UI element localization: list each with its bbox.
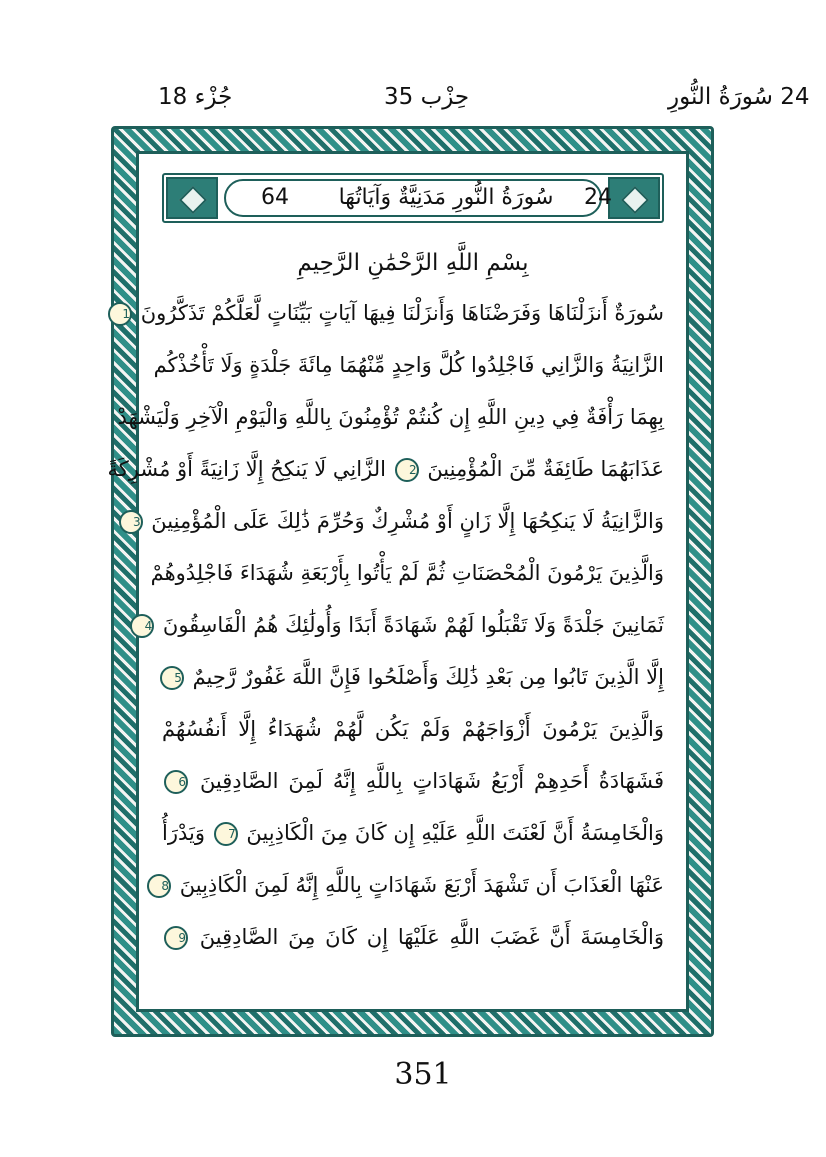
header-juz-label: جُزْء 18 xyxy=(158,84,233,110)
verse-line xyxy=(162,654,664,700)
verse-line xyxy=(162,810,664,856)
verse-line xyxy=(122,290,664,336)
verse-text: وَالْخَامِسَةُ أَنَّ لَعْنَتَ اللَّهِ عَلَيْهِ إِن كَانَ مِنَ الْكَاذِبِينَ xyxy=(246,821,664,845)
verse-line xyxy=(107,446,664,492)
verse-line xyxy=(162,758,664,804)
ayah-end-marker-icon: 6 xyxy=(164,770,188,794)
verse-text: وَالَّذِينَ يَرْمُونَ أَزْوَاجَهُمْ وَلَمْ يَكُن لَّهُمْ شُهَدَاءُ إِلَّا أَنفُسُهُمْ xyxy=(162,717,664,741)
header-hizb-label: حِزْب 35 xyxy=(384,84,470,110)
verse-line xyxy=(162,914,664,960)
ayah-end-marker-icon: 2 xyxy=(395,458,419,482)
ayah-end-marker-icon: 8 xyxy=(147,874,171,898)
page-header xyxy=(0,0,826,120)
surah-title: سُورَةُ النُّورِ مَدَنِيَّةٌ وَآيَاتُهَا xyxy=(338,185,554,210)
ayah-end-marker-icon: 1 xyxy=(108,302,132,326)
verse-line xyxy=(117,394,664,440)
verse-text: سُورَةٌ أَنزَلْنَاهَا وَفَرَضْنَاهَا وَأَنزَلْنَا فِيهَا آيَاتٍ بَيِّنَاتٍ لَّعَلَّكُمْ تَذَكَّرُونَ xyxy=(140,301,664,325)
verse-text-continued: الزَّانِي لَا يَنكِحُ إِلَّا زَانِيَةً أَوْ مُشْرِكَةً xyxy=(107,457,386,481)
header-surah-label: 24 سُورَةُ النُّورِ xyxy=(668,84,810,110)
surah-ayat-count: 64 xyxy=(261,185,289,210)
verse-line xyxy=(162,862,664,908)
surah-number: 24 xyxy=(584,185,612,210)
verse-text: بِهِمَا رَأْفَةٌ فِي دِينِ اللَّهِ إِن كُنتُمْ تُؤْمِنُونَ بِاللَّهِ وَالْيَوْمِ الْآخِرِ وَلْيَشْهَدْ xyxy=(117,405,664,429)
verse-line xyxy=(150,550,664,596)
ayah-end-marker-icon: 9 xyxy=(164,926,188,950)
ayah-end-marker-icon: 7 xyxy=(214,822,238,846)
verse-text: فَشَهَادَةُ أَحَدِهِمْ أَرْبَعُ شَهَادَاتٍ بِاللَّهِ إِنَّهُ لَمِنَ الصَّادِقِينَ xyxy=(199,769,664,793)
ayah-end-marker-icon: 5 xyxy=(160,666,184,690)
verse-text: عَنْهَا الْعَذَابَ أَن تَشْهَدَ أَرْبَعَ شَهَادَاتٍ بِاللَّهِ إِنَّهُ لَمِنَ الْكَاذِبِينَ xyxy=(179,873,664,897)
verse-text: وَالْخَامِسَةَ أَنَّ غَضَبَ اللَّهِ عَلَيْهَا إِن كَانَ مِنَ الصَّادِقِينَ xyxy=(199,925,664,949)
ayah-end-marker-icon: 3 xyxy=(119,510,143,534)
verse-line xyxy=(144,602,664,648)
verse-line xyxy=(132,498,664,544)
verse-line xyxy=(162,706,664,752)
verse-line xyxy=(153,342,664,388)
basmala: بِسْمِ اللَّهِ الرَّحْمَٰنِ الرَّحِيمِ xyxy=(297,250,529,276)
page-number: 351 xyxy=(394,1057,452,1092)
verse-text-continued: وَيَدْرَأُ xyxy=(162,821,205,845)
verse-text: عَذَابَهُمَا طَائِفَةٌ مِّنَ الْمُؤْمِنِينَ xyxy=(427,457,664,481)
verse-text: وَالَّذِينَ يَرْمُونَ الْمُحْصَنَاتِ ثُمَّ لَمْ يَأْتُوا بِأَرْبَعَةِ شُهَدَاءَ فَاجْلِدُوهُمْ xyxy=(150,561,664,585)
verse-text: ثَمَانِينَ جَلْدَةً وَلَا تَقْبَلُوا لَهُمْ شَهَادَةً أَبَدًا وَأُولَٰئِكَ هُمُ الْفَاسِقُونَ xyxy=(162,613,664,637)
ayah-end-marker-icon: 4 xyxy=(130,614,154,638)
verse-text: وَالزَّانِيَةُ لَا يَنكِحُهَا إِلَّا زَانٍ أَوْ مُشْرِكٌ وَحُرِّمَ ذَٰلِكَ عَلَى الْمُؤْمِنِينَ xyxy=(151,509,664,533)
verse-text: إِلَّا الَّذِينَ تَابُوا مِن بَعْدِ ذَٰلِكَ وَأَصْلَحُوا فَإِنَّ اللَّهَ غَفُورٌ رَّحِيمٌ xyxy=(192,665,664,689)
verse-text: الزَّانِيَةُ وَالزَّانِي فَاجْلِدُوا كُلَّ وَاحِدٍ مِّنْهُمَا مِائَةَ جَلْدَةٍ وَلَا تَأْخُذْكُم xyxy=(153,353,664,377)
